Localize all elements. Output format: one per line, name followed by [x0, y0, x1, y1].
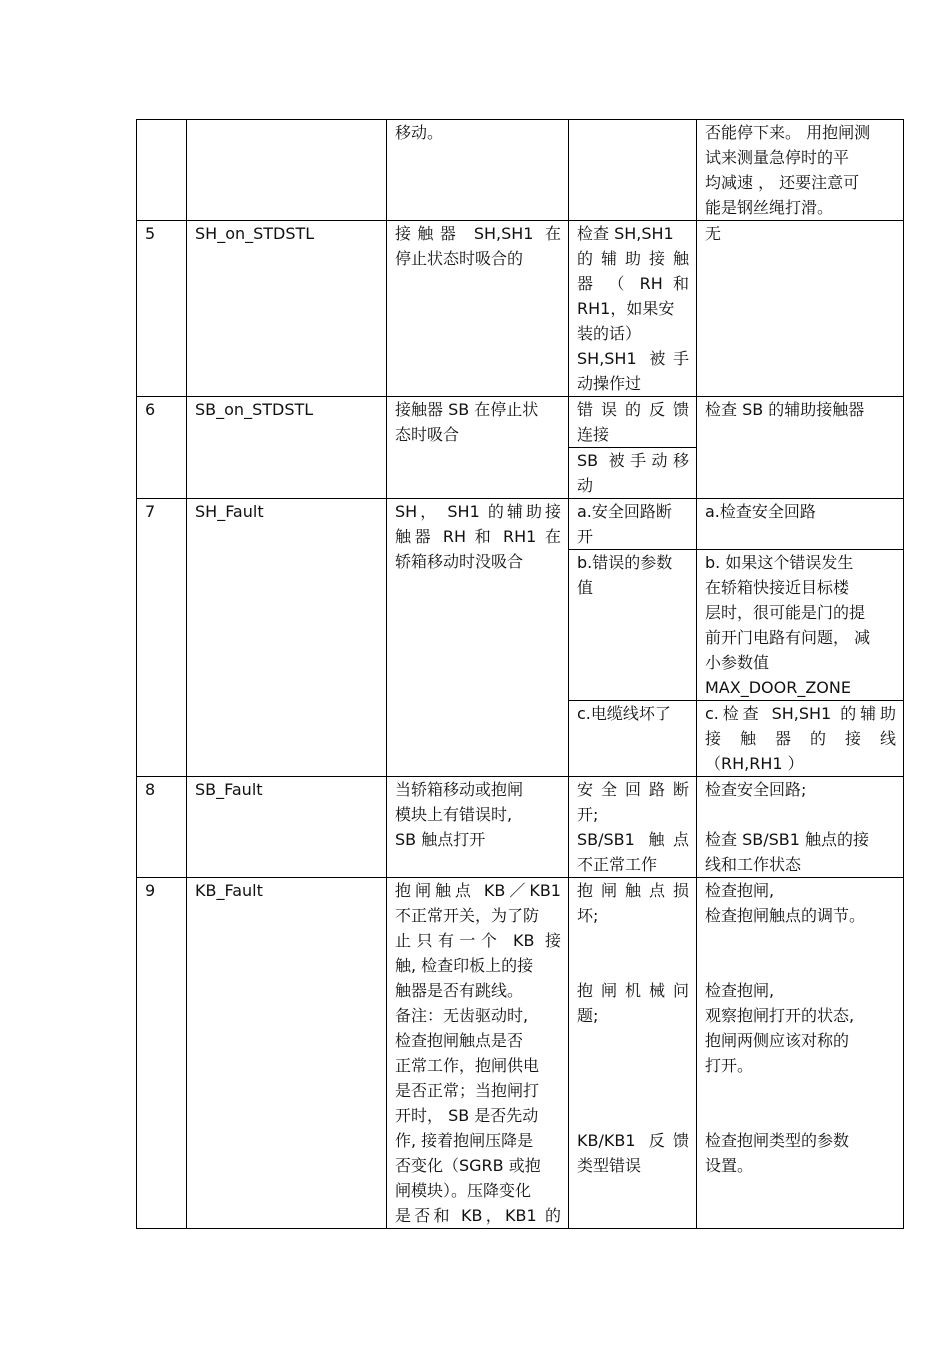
num-cell: 8 [137, 777, 187, 878]
cause-cell [569, 878, 697, 1229]
cause-line: 开; [577, 805, 599, 824]
cause-gap [577, 953, 689, 978]
action-line: 检查抱闸, [705, 981, 775, 1000]
cause-line: SB/SB1 触点 [577, 830, 689, 849]
cause-line: KB/KB1 反馈 [577, 1131, 689, 1150]
cause-line: 类型错误 [577, 1156, 642, 1175]
code-cell: KB_Fault [187, 878, 387, 1229]
action-line: 试来测量急停时的平 [705, 148, 850, 167]
table-row [137, 221, 904, 347]
code-cell: SB_on_STDSTL [187, 397, 387, 499]
desc-cell [387, 221, 569, 397]
action-cell: a.检查安全回路 [697, 499, 904, 550]
action-line: 检查 SB/SB1 触点的接 [705, 830, 870, 849]
table-row [137, 777, 904, 878]
desc-cell [387, 777, 569, 878]
action-cell [697, 878, 904, 1229]
action-line: c.检查 SH,SH1 的辅助 [705, 704, 896, 723]
cause-gap [577, 1053, 689, 1078]
cause-cell [569, 397, 697, 448]
desc-line: 作, 接着抱闸压降是 [395, 1131, 534, 1150]
action-cell [697, 120, 904, 221]
action-line: 在轿箱快接近目标楼 [705, 578, 850, 597]
table-row [137, 120, 904, 221]
action-line: 层时，很可能是门的提 [705, 603, 866, 622]
action-line: 抱闸两侧应该对称的 [705, 1031, 850, 1050]
desc-cell [387, 878, 569, 1229]
cause-gap [577, 1103, 689, 1128]
action-line: 接触器的接线 [705, 729, 896, 748]
table-row [137, 878, 904, 1229]
desc-line: 是否正常；当抱闸打 [395, 1081, 540, 1100]
desc-line: 触, 检查印板上的接 [395, 956, 534, 975]
desc-line: 是否和 KB，KB1 的 [395, 1206, 561, 1225]
desc-line: 态时吸合 [395, 425, 460, 444]
cause-line: SB 被手动移 [577, 451, 689, 470]
desc-cell [387, 120, 569, 221]
cause-line: RH1，如果安 [577, 299, 675, 318]
action-cell: 检查 SB 的辅助接触器 [697, 397, 904, 499]
action-line: 否能停下来。 用抱闸测 [705, 123, 871, 142]
cause-cell [569, 550, 697, 701]
action-line: 前开门电路有问题， 减 [705, 628, 871, 647]
action-gap [705, 928, 896, 953]
desc-line: 触器 RH 和 RH1 在 [395, 527, 561, 546]
action-cell [697, 701, 904, 777]
action-line: b. 如果这个错误发生 [705, 553, 854, 572]
code-cell: SH_on_STDSTL [187, 221, 387, 397]
action-line: MAX_DOOR_ZONE [705, 678, 851, 697]
desc-line: 否变化（SGRB 或抱 [395, 1156, 541, 1175]
cause-cell [569, 120, 697, 221]
desc-line: 模块上有错误时, [395, 805, 513, 824]
cause-line: 装的话） [577, 324, 642, 343]
cause-line: 题; [577, 1006, 599, 1025]
num-cell: 9 [137, 878, 187, 1229]
desc-line: 当轿箱移动或抱闸 [395, 780, 524, 799]
cause-line: a.安全回路断 [577, 502, 672, 521]
code-cell: SB_Fault [187, 777, 387, 878]
fault-table [136, 119, 904, 1229]
cause-cell [569, 448, 697, 499]
cause-gap [577, 1078, 689, 1103]
cause-line: 器 （ RH 和 [577, 274, 689, 293]
action-gap [705, 1103, 896, 1128]
action-line: 线和工作状态 [705, 855, 802, 874]
desc-line: 接触器 SH,SH1 在 [395, 224, 561, 243]
cause-line: 的辅助接触 [577, 249, 689, 268]
action-line: 检查抱闸类型的参数 [705, 1131, 850, 1150]
desc-line: 接触器 SB 在停止状 [395, 400, 539, 419]
code-cell [187, 120, 387, 221]
cause-line: SH,SH1 被手 [577, 349, 689, 368]
cause-line: 连接 [577, 425, 610, 444]
num-cell: 5 [137, 221, 187, 397]
cause-cell: c.电缆线坏了 [569, 701, 697, 777]
table-row [137, 499, 904, 550]
action-line: 检查抱闸, [705, 881, 775, 900]
cause-cell [569, 499, 697, 550]
cause-line: 动操作过 [577, 374, 642, 393]
desc-line: 闸模块）。压降变化 [395, 1181, 532, 1200]
cause-line: 安全回路断 [577, 780, 689, 799]
action-cell [697, 550, 904, 701]
cause-gap [577, 1028, 689, 1053]
desc-line: 检查抱闸触点是否 [395, 1031, 524, 1050]
action-cell [697, 777, 904, 878]
table-row [137, 397, 904, 448]
desc-line: 抱闸触点 KB／KB1 [395, 881, 561, 900]
cause-line: 坏; [577, 906, 599, 925]
action-gap [705, 1078, 896, 1103]
cause-line: 抱闸机械问 [577, 981, 689, 1000]
cause-line: 抱闸触点损 [577, 881, 689, 900]
action-line: 小参数值 [705, 653, 770, 672]
desc-cell [387, 499, 569, 777]
action-cell: 无 [697, 221, 904, 397]
desc-line: 正常工作，抱闸供电 [395, 1056, 540, 1075]
desc-line: 停止状态时吸合的 [395, 249, 524, 268]
num-cell: 6 [137, 397, 187, 499]
action-line: 均减速 ， 还要注意可 [705, 173, 860, 192]
cause-line: 动 [577, 476, 594, 495]
cause-line: 开 [577, 527, 594, 546]
cause-gap [577, 928, 689, 953]
cause-line: 不正常工作 [577, 855, 658, 874]
action-line: 检查抱闸触点的调节。 [705, 906, 866, 925]
cause-line: b.错误的参数 [577, 553, 673, 572]
cause-cell [569, 777, 697, 878]
cause-cell [569, 346, 697, 397]
desc-line: 触器是否有跳线。 [395, 981, 524, 1000]
cause-line: 值 [577, 578, 594, 597]
cause-line: 错误的反馈 [577, 400, 689, 419]
cause-line: 检查 SH,SH1 [577, 224, 674, 243]
desc-line: 备注：无齿驱动时, [395, 1006, 529, 1025]
action-line: 能是钢丝绳打滑。 [705, 198, 834, 217]
desc-line: 轿箱移动时没吸合 [395, 552, 524, 571]
action-gap [705, 802, 896, 827]
desc-line: SH， SH1 的辅助接 [395, 502, 561, 521]
cause-cell [569, 221, 697, 347]
action-line: 观察抱闸打开的状态, [705, 1006, 855, 1025]
num-cell: 7 [137, 499, 187, 777]
desc-cell [387, 397, 569, 499]
code-cell: SH_Fault [187, 499, 387, 777]
desc-line: 开时， SB 是否先动 [395, 1106, 539, 1125]
num-cell [137, 120, 187, 221]
action-line: 设置。 [705, 1156, 754, 1175]
desc-line: SB 触点打开 [395, 830, 486, 849]
desc-line: 止只有一个 KB 接 [395, 931, 561, 950]
desc-text: 移动。 [395, 123, 444, 142]
action-gap [705, 953, 896, 978]
action-line: （RH,RH1 ） [705, 754, 804, 773]
action-line: 打开。 [705, 1056, 754, 1075]
desc-line: 不正常开关，为了防 [395, 906, 540, 925]
action-line: 检查安全回路; [705, 780, 807, 799]
